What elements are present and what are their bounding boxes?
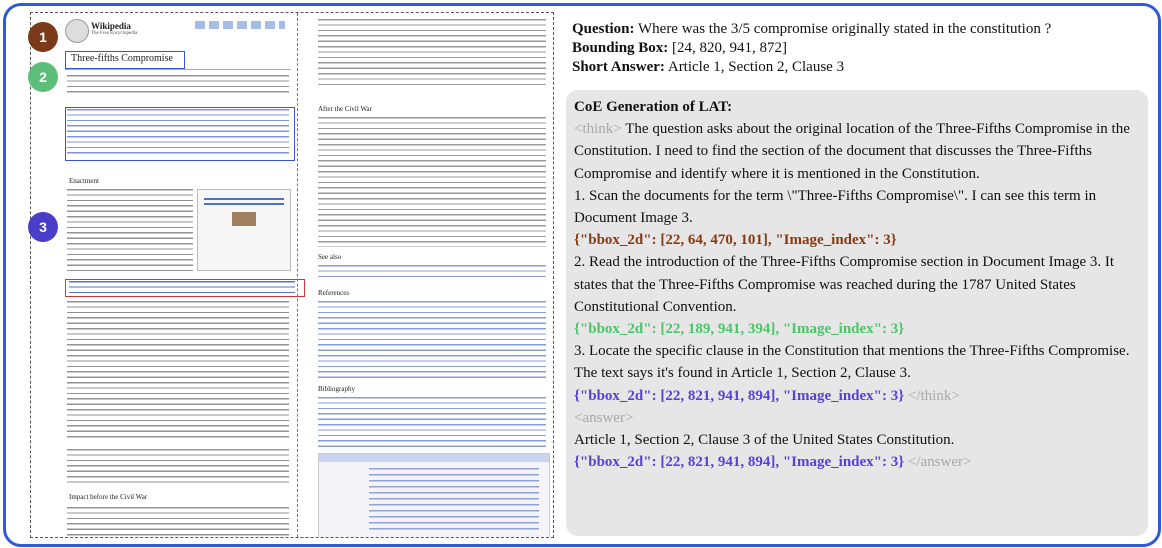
section-heading-references: References bbox=[318, 289, 350, 297]
section-heading-after: After the Civil War bbox=[318, 105, 372, 113]
document-left-column bbox=[31, 13, 293, 537]
short-answer-label: Short Answer: bbox=[572, 59, 665, 75]
section-heading-bibliography: Bibliography bbox=[318, 385, 355, 393]
section-heading-enactment: Enactment bbox=[69, 177, 99, 185]
after-text bbox=[318, 117, 546, 247]
enactment-text bbox=[67, 189, 193, 271]
wikipedia-globe-icon bbox=[65, 19, 89, 43]
wikipedia-wordmark: Wikipedia bbox=[91, 21, 131, 31]
step-badge-1: 1 bbox=[28, 22, 58, 52]
coe-intro bbox=[574, 118, 1142, 185]
think-close-tag: </think> bbox=[907, 387, 960, 404]
short-answer-row bbox=[572, 58, 1142, 77]
question-row bbox=[572, 20, 1142, 39]
bbox-1: {"bbox_2d": [22, 64, 470, 101], "Image_index": 3} bbox=[574, 232, 897, 249]
intro-text: The question asks about the original location of the Three-Fifths Compromise in the Constitution. I need to find the section of the document that discusses the Three-Fifths Compromise and identify where it is mentioned in the Constitution. bbox=[574, 121, 1130, 182]
navbox-links bbox=[369, 468, 539, 534]
sidebar-image bbox=[232, 212, 256, 226]
answer-text: Article 1, Section 2, Clause 3 of the United States Constitution. bbox=[574, 432, 955, 449]
highlight-box-title bbox=[65, 51, 185, 69]
coe-content bbox=[574, 96, 1142, 473]
step-3-text: 3. Locate the specific clause in the Constitution that mentions the Three-Fifths Compromise. The text says it's found in Article 1, Section 2, Clause 3. bbox=[574, 343, 1130, 382]
answer-open-tag: <answer> bbox=[574, 409, 634, 426]
step-1-text: 1. Scan the documents for the term \"Three-Fifths Compromise\". I can see this term in Document Image 3. bbox=[574, 187, 1097, 227]
navbox bbox=[318, 453, 550, 538]
question-label: Question: bbox=[572, 21, 635, 37]
section-heading-seealso: See also bbox=[318, 253, 342, 261]
references-list bbox=[318, 301, 546, 381]
text-block bbox=[67, 75, 289, 95]
article-title: Three-fifths Compromise bbox=[71, 53, 173, 64]
coe-title: CoE Generation of LAT: bbox=[574, 99, 733, 115]
coe-panel bbox=[566, 90, 1148, 536]
bbox-row bbox=[572, 39, 1142, 58]
think-open-tag: <think> bbox=[574, 121, 622, 138]
bbox-3: {"bbox_2d": [22, 821, 941, 894], "Image_index": 3} bbox=[574, 387, 905, 404]
bibliography-list bbox=[318, 397, 546, 447]
sidebar-title-lines bbox=[204, 198, 284, 208]
bbox-label: Bounding Box: bbox=[572, 40, 669, 56]
impact-text bbox=[67, 507, 289, 537]
highlight-box-clause bbox=[65, 279, 305, 297]
figure-frame bbox=[3, 3, 1161, 547]
bbox-2: {"bbox_2d": [22, 189, 941, 394], "Image_index": 3} bbox=[574, 321, 905, 338]
answer-close-tag: </answer> bbox=[907, 454, 972, 471]
right-text-top bbox=[318, 19, 546, 85]
document-right-column bbox=[297, 13, 554, 537]
sidebar-infobox bbox=[197, 189, 291, 271]
wikipedia-tagline: The Free Encyclopedia bbox=[91, 31, 138, 36]
body-text bbox=[67, 301, 289, 441]
toolbar-links bbox=[195, 21, 285, 29]
navbox-header bbox=[319, 454, 549, 462]
step-2-text: 2. Read the introduction of the Three-Fifths Compromise section in Document Image 3. It states that the Three-Fifths Compromise was reached during the 1787 United States Constitutional Convention. bbox=[574, 254, 1115, 315]
bbox-3-row bbox=[574, 385, 1142, 407]
highlight-box-intro bbox=[65, 107, 295, 161]
body-text-2 bbox=[67, 449, 289, 487]
bbox-4: {"bbox_2d": [22, 821, 941, 894], "Image_index": 3} bbox=[574, 454, 905, 471]
short-answer-text: Article 1, Section 2, Clause 3 bbox=[667, 59, 845, 75]
title-divider bbox=[65, 69, 291, 70]
step-badge-3: 3 bbox=[28, 212, 58, 242]
question-answer-block bbox=[572, 20, 1142, 77]
bbox-4-row bbox=[574, 451, 1142, 473]
step-badge-2: 2 bbox=[28, 62, 58, 92]
question-text: Where was the 3/5 compromise originally stated in the constitution ? bbox=[638, 21, 1052, 37]
bbox-value: [24, 820, 941, 872] bbox=[672, 40, 788, 56]
section-heading-impact: Impact before the Civil War bbox=[69, 493, 148, 501]
seealso-links bbox=[318, 265, 546, 279]
document-image bbox=[30, 12, 554, 538]
